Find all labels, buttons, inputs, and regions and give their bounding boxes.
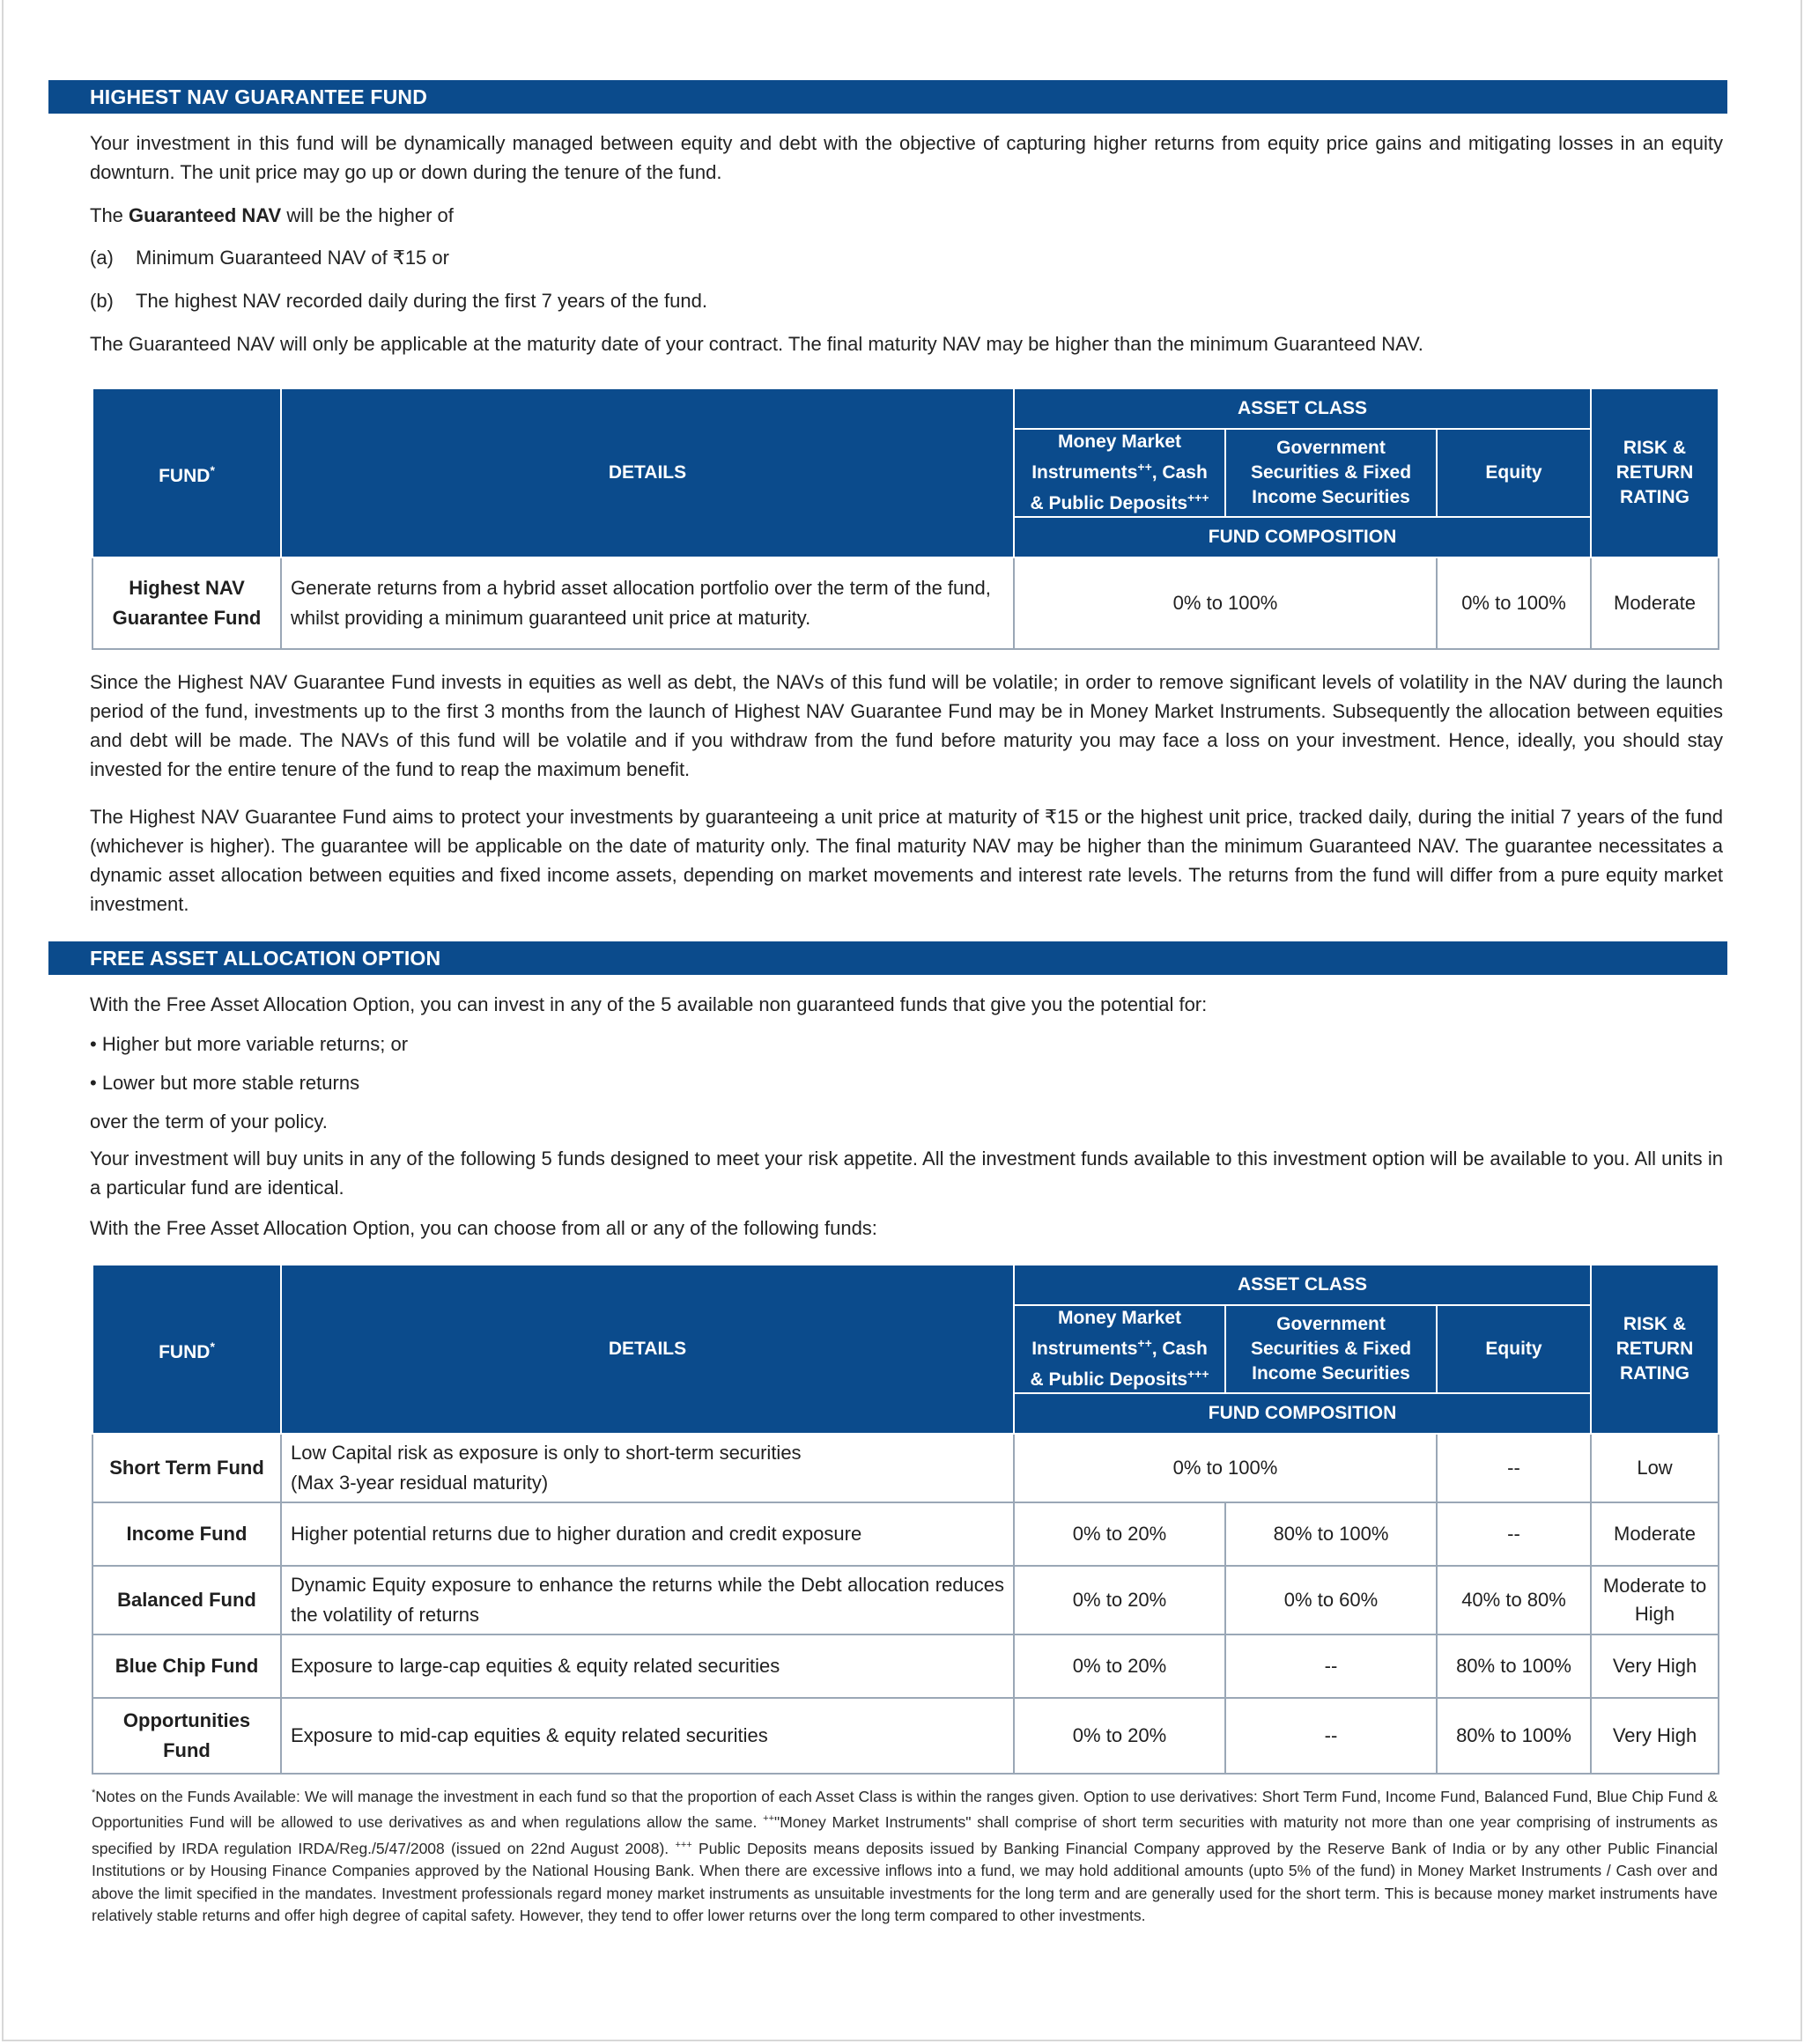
fund-gov: 0% to 60% bbox=[1225, 1566, 1437, 1634]
header-money-market: Money Market Instruments++, Cash & Public Deposits+++ bbox=[1014, 1305, 1225, 1393]
free-asset-table bbox=[92, 1264, 1719, 1775]
fund-mm-gov: 0% to 100% bbox=[1014, 557, 1437, 649]
header-fund: FUND* bbox=[92, 388, 281, 557]
fund-risk: Moderate bbox=[1591, 1502, 1719, 1566]
protect-paragraph: The Highest NAV Guarantee Fund aims to protect your investments by guaranteeing a unit price at maturity of ₹15 or the highest unit price, tracked daily, during the initial 7 years of the fund (whichever is higher). The guarantee will be applicable on the date of maturity only. The final maturity NAV may be higher than the minimum Guaranteed NAV. The guarantee necessitates a dynamic asset allocation between equities and fixed income assets, depending on market movements and interest rate levels. The returns from the fund will differ from a pure equity market investment. bbox=[90, 806, 1723, 915]
table-row bbox=[92, 1566, 1719, 1634]
fund-notes: *Notes on the Funds Available: We will manage the investment in each fund so that the proportion of each Asset Class is within the ranges given. Option to use derivatives: Short Term Fund, Income Fund, Balanced Fund, Blue Chip Fund & Opportunities Fund will be allowed to use derivatives as and when regulations allow the same. ++"Money Market Instruments" shall comprise of short term securities with maturity not more than one year comprising of instruments as specified by IRDA regulation IRDA/Reg./5/47/2008 (issued on 22nd August 2008). +++ Public Deposits means deposits issued by Banking Financial Company approved by the Reserve Bank of India or by any other Public Financial Institutions or by Housing Finance Companies approved by the National Housing Bank. When there are excessive inflows into a fund, we may hold additional amounts (upto 5% of the fund) in Money Market Instruments / Cash over and above the limit specified in the mandates. Investment professionals regard money market instruments as unsuitable investments for the long term and are generally used for the short term. This is because money market instruments have relatively stable returns and offer high degree of capital safety. However, they tend to offer lower returns over the long term compared to other investments. bbox=[92, 1787, 1719, 1925]
header-money-market: Money Market Instruments++, Cash & Public Deposits+++ bbox=[1014, 429, 1225, 517]
header-details: DETAILS bbox=[281, 1265, 1014, 1434]
fund-mm: 0% to 20% bbox=[1014, 1502, 1225, 1566]
fund-gov: 80% to 100% bbox=[1225, 1502, 1437, 1566]
fund-name: Opportunities Fund bbox=[92, 1698, 281, 1774]
fund-equity: 80% to 100% bbox=[1437, 1698, 1591, 1774]
fund-gov: -- bbox=[1225, 1634, 1437, 1698]
fund-name: Blue Chip Fund bbox=[92, 1634, 281, 1698]
section-title-highest-nav: HIGHEST NAV GUARANTEE FUND bbox=[48, 80, 1727, 114]
fund-risk: Very High bbox=[1591, 1634, 1719, 1698]
header-fund-composition: FUND COMPOSITION bbox=[1014, 517, 1591, 557]
fund-details: Exposure to large-cap equities & equity related securities bbox=[281, 1634, 1014, 1698]
fund-mm: 0% to 20% bbox=[1014, 1634, 1225, 1698]
table-row bbox=[92, 1698, 1719, 1774]
fund-risk: Low bbox=[1591, 1434, 1719, 1502]
volatility-paragraph: Since the Highest NAV Guarantee Fund invests in equities as well as debt, the NAVs of this fund will be volatile; in order to remove significant levels of volatility in the NAV during the launch period of the fund, investments up to the first 3 months from the launch of Highest NAV Guarantee Fund may be in Money Market Instruments. Subsequently the allocation between equities and debt will be made. The NAVs of this fund will be volatile and if you withdraw from the fund before maturity you may face a loss on your investment. Hence, ideally, you should stay invested for the entire tenure of the fund to reap the maximum benefit. bbox=[90, 671, 1723, 780]
header-risk: RISK & RETURN RATING bbox=[1591, 388, 1719, 557]
fund-gov: -- bbox=[1225, 1698, 1437, 1774]
fund-details: Generate returns from a hybrid asset allocation portfolio over the term of the fund, whilst providing a minimum guaranteed unit price at maturity. bbox=[281, 557, 1014, 649]
header-equity: Equity bbox=[1437, 1305, 1591, 1393]
table-row bbox=[92, 1502, 1719, 1566]
fund-risk: Moderate bbox=[1591, 557, 1719, 649]
fund-details: Dynamic Equity exposure to enhance the returns while the Debt allocation reduces the volatility of returns bbox=[281, 1566, 1014, 1634]
fund-name: Highest NAV Guarantee Fund bbox=[92, 557, 281, 649]
bullet-lower: • Lower but more stable returns bbox=[90, 1072, 360, 1094]
fund-details: Exposure to mid-cap equities & equity related securities bbox=[281, 1698, 1014, 1774]
fund-equity: 40% to 80% bbox=[1437, 1566, 1591, 1634]
fund-risk: Very High bbox=[1591, 1698, 1719, 1774]
choose-line: With the Free Asset Allocation Option, you can choose from all or any of the following funds: bbox=[90, 1217, 877, 1239]
header-asset-class: ASSET CLASS bbox=[1014, 388, 1591, 429]
highest-nav-table bbox=[92, 387, 1719, 650]
fund-mm-gov: 0% to 100% bbox=[1014, 1434, 1437, 1502]
fund-equity: 80% to 100% bbox=[1437, 1634, 1591, 1698]
fund-equity: 0% to 100% bbox=[1437, 557, 1591, 649]
fund-details: Higher potential returns due to higher duration and credit exposure bbox=[281, 1502, 1014, 1566]
header-risk: RISK & RETURN RATING bbox=[1591, 1265, 1719, 1434]
header-government: Government Securities & Fixed Income Securities bbox=[1225, 429, 1437, 517]
over-term-line: over the term of your policy. bbox=[90, 1111, 328, 1133]
header-asset-class: ASSET CLASS bbox=[1014, 1265, 1591, 1305]
fund-mm: 0% to 20% bbox=[1014, 1698, 1225, 1774]
table-row bbox=[92, 557, 1719, 649]
header-details: DETAILS bbox=[281, 388, 1014, 557]
free-intro: With the Free Asset Allocation Option, you can invest in any of the 5 available non guaranteed funds that give you the potential for: bbox=[90, 993, 1208, 1015]
option-a: (a) Minimum Guaranteed NAV of ₹15 or bbox=[90, 247, 449, 269]
fund-name: Balanced Fund bbox=[92, 1566, 281, 1634]
units-paragraph: Your investment will buy units in any of the following 5 funds designed to meet your risk appetite. All the investment funds available to this investment option will be available to you. All units in a particular fund are identical. bbox=[90, 1147, 1723, 1199]
fund-details: Low Capital risk as exposure is only to short-term securities (Max 3-year residual maturity) bbox=[281, 1434, 1014, 1502]
bullet-higher: • Higher but more variable returns; or bbox=[90, 1033, 409, 1055]
fund-mm: 0% to 20% bbox=[1014, 1566, 1225, 1634]
header-equity: Equity bbox=[1437, 429, 1591, 517]
table-row bbox=[92, 1434, 1719, 1502]
table-row bbox=[92, 1634, 1719, 1698]
header-fund-composition: FUND COMPOSITION bbox=[1014, 1393, 1591, 1434]
fund-equity: -- bbox=[1437, 1502, 1591, 1566]
header-government: Government Securities & Fixed Income Securities bbox=[1225, 1305, 1437, 1393]
option-b: (b) The highest NAV recorded daily during the first 7 years of the fund. bbox=[90, 290, 707, 312]
intro-paragraph: Your investment in this fund will be dynamically managed between equity and debt with the objective of capturing higher returns from equity price gains and mitigating losses in an equity downturn. The unit price may go up or down during the tenure of the fund. bbox=[90, 132, 1723, 183]
fund-risk: Moderate to High bbox=[1591, 1566, 1719, 1634]
document-page bbox=[2, 0, 1802, 2041]
section-title-free-asset: FREE ASSET ALLOCATION OPTION bbox=[48, 941, 1727, 975]
fund-name: Short Term Fund bbox=[92, 1434, 281, 1502]
fund-name: Income Fund bbox=[92, 1502, 281, 1566]
applicability-line: The Guaranteed NAV will only be applicable at the maturity date of your contract. The final maturity NAV may be higher than the minimum Guaranteed NAV. bbox=[90, 333, 1423, 355]
header-fund: FUND* bbox=[92, 1265, 281, 1434]
fund-equity: -- bbox=[1437, 1434, 1591, 1502]
guaranteed-nav-line: The Guaranteed NAV will be the higher of bbox=[90, 204, 454, 226]
